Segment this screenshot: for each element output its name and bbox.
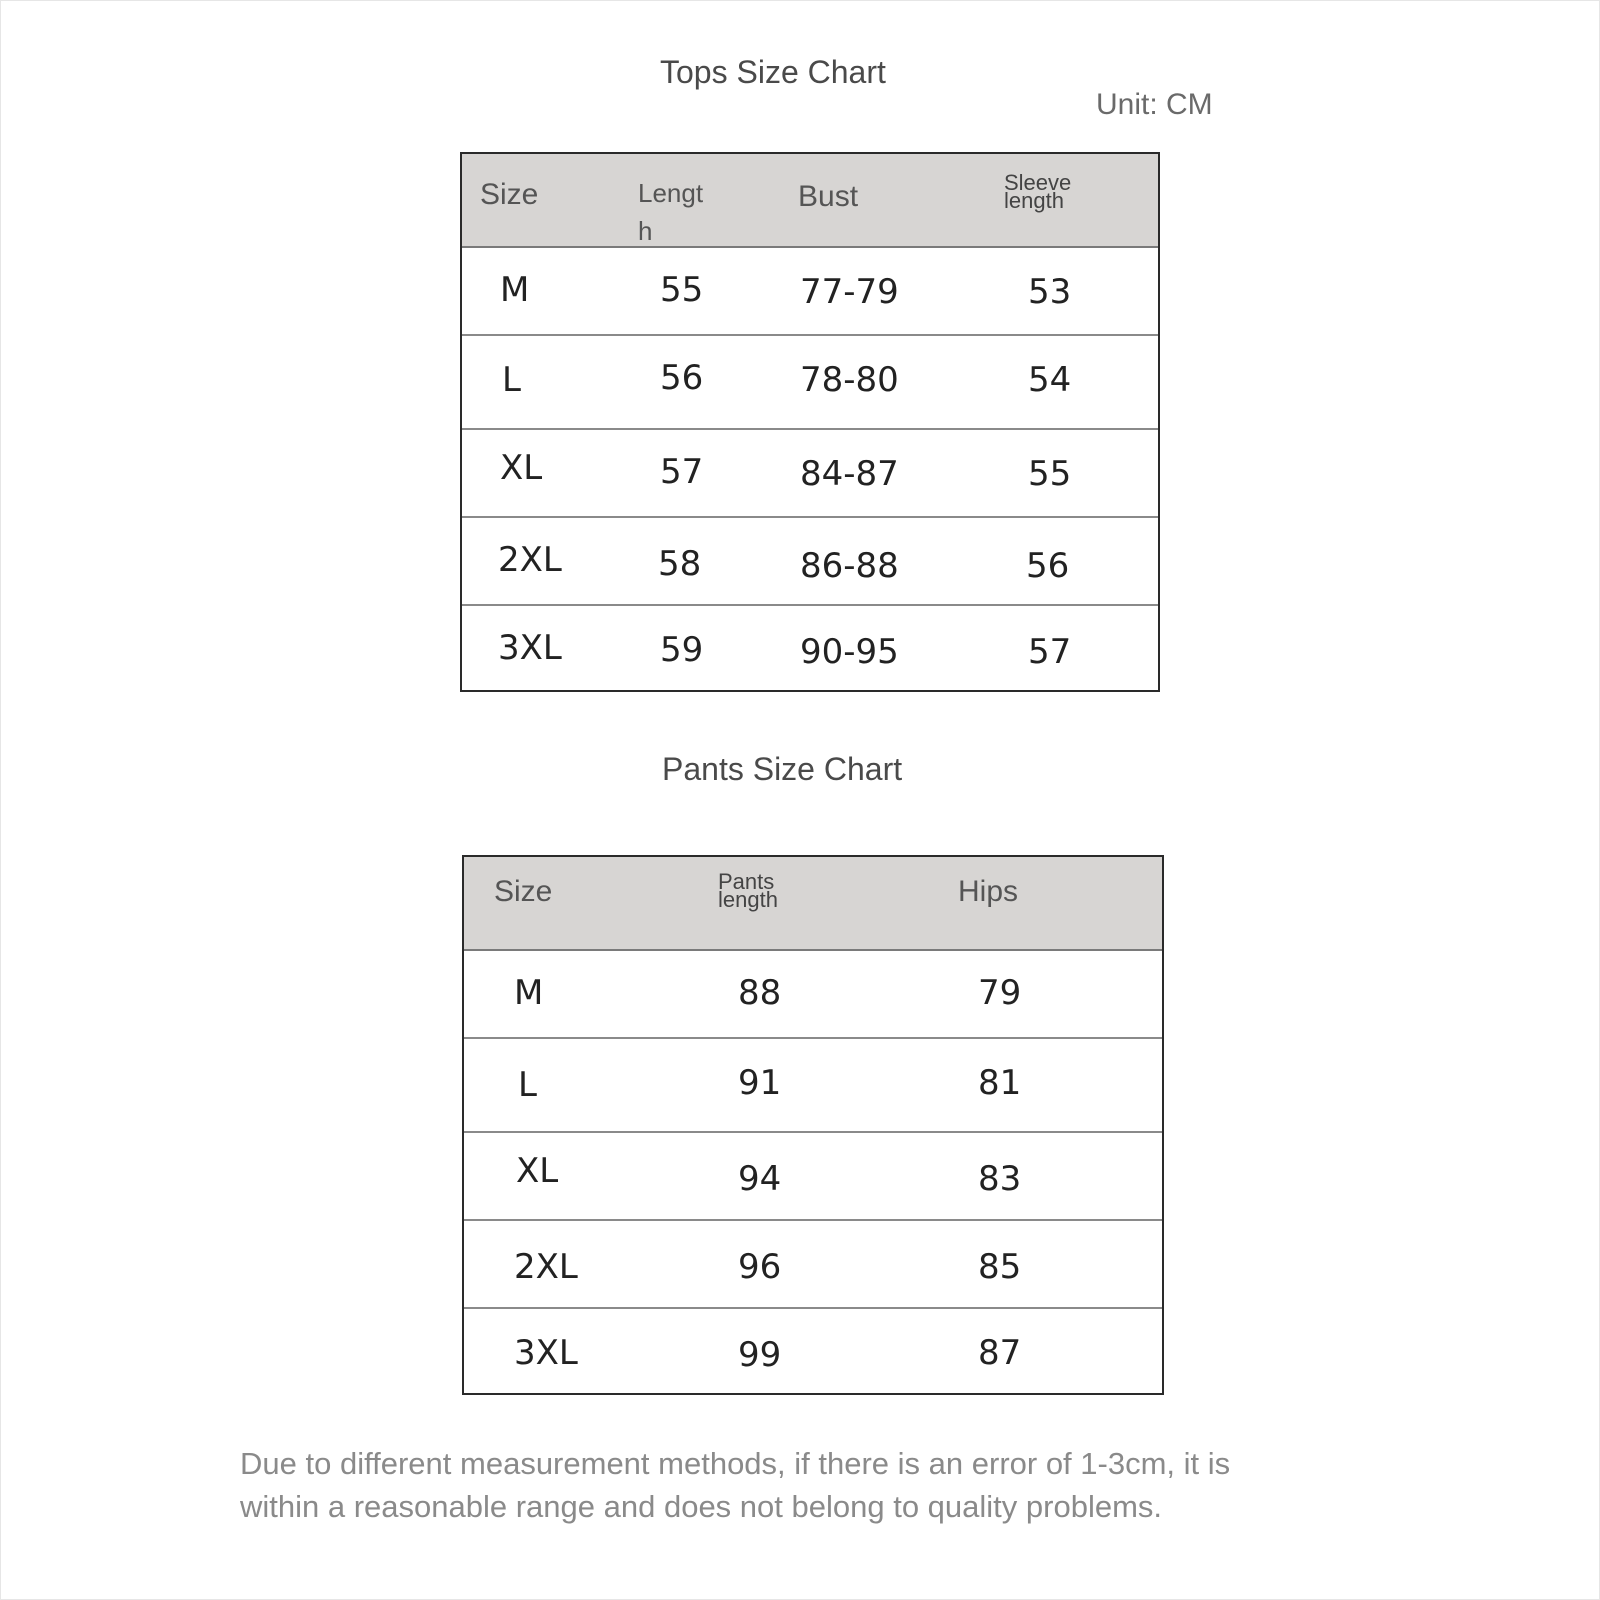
size-cell: L [518,1065,537,1105]
table-row [464,1039,1162,1133]
table-row [464,951,1162,1039]
size-cell: 2XL [498,540,562,580]
bust-cell: 90-95 [800,632,899,672]
tops-header-size: Size [480,178,539,211]
hips-cell: 81 [978,1063,1022,1103]
pants-length-cell: 88 [738,973,782,1013]
size-cell: 3XL [498,628,562,668]
length-cell: 57 [660,452,704,492]
size-cell: L [502,360,521,400]
table-row [464,1309,1162,1395]
sleeve-length-cell: 53 [1028,272,1072,312]
length-cell: 56 [660,358,704,398]
pants-length-cell: 91 [738,1063,782,1103]
table-row [464,1133,1162,1221]
tops-header-sleeve-length: Sleeve length [1004,170,1072,213]
hips-cell: 85 [978,1247,1022,1287]
bust-cell: 84-87 [800,454,899,494]
hips-cell: 87 [978,1333,1022,1373]
pants-length-cell: 96 [738,1247,782,1287]
pants-length-cell: 99 [738,1335,782,1375]
pants-header-hips: Hips [958,875,1019,908]
size-cell: M [500,270,530,310]
table-row [462,336,1158,430]
pants-header-size: Size [494,875,553,908]
unit-label: Unit: CM [1096,88,1213,121]
sleeve-length-cell: 55 [1028,454,1072,494]
measurement-note: Due to different measurement methods, if there is an error of 1-3cm, it is within a reasonable range and does not belong to quality problems. [240,1446,1231,1524]
size-cell: M [514,973,544,1013]
table-row [462,248,1158,336]
hips-cell: 79 [978,973,1022,1013]
sleeve-length-cell: 57 [1028,632,1072,672]
pants-length-cell: 94 [738,1159,782,1199]
sleeve-length-cell: 54 [1028,360,1072,400]
table-row [462,606,1158,692]
tops-size-chart-title: Tops Size Chart [660,54,886,90]
size-cell: 3XL [514,1333,578,1373]
tops-size-table [460,152,1160,692]
bust-cell: 86-88 [800,546,899,586]
size-cell: 2XL [514,1247,578,1287]
sleeve-length-cell: 56 [1026,546,1070,586]
size-cell: XL [516,1151,559,1191]
pants-header-pants-length: Pants length [718,869,778,912]
table-row [462,518,1158,606]
length-cell: 55 [660,270,704,310]
table-row [462,430,1158,518]
tops-header-length: Length [638,178,704,246]
tops-header-bust: Bust [798,180,859,213]
bust-cell: 78-80 [800,360,899,400]
table-row [464,1221,1162,1309]
tops-header-row [462,154,1158,248]
length-cell: 59 [660,630,704,670]
hips-cell: 83 [978,1159,1022,1199]
pants-size-table [462,855,1164,1395]
pants-size-chart-title: Pants Size Chart [662,751,903,787]
pants-header-row [464,857,1162,951]
size-cell: XL [500,448,543,488]
length-cell: 58 [658,544,702,584]
bust-cell: 77-79 [800,272,899,312]
